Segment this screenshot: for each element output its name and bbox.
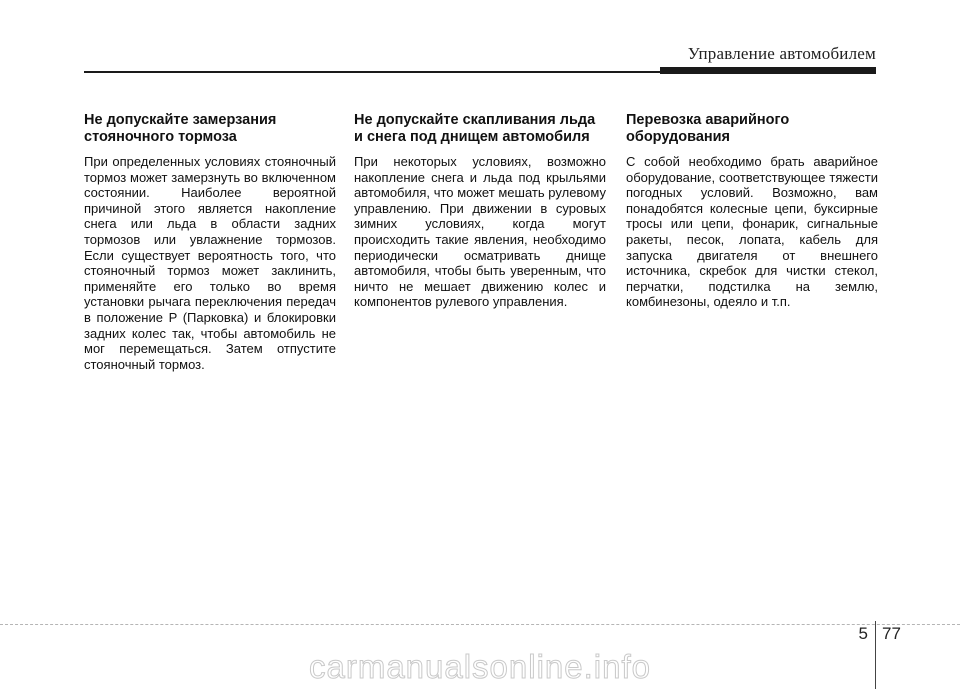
column-body: При определенных условиях стояночный тормоз может замерзнуть во включенном состоянии. Наиболее вероятной причиной этого является накопление снега или льда в области задних тормозов или увлажнение тормозов. Если существует вероятность того, что стояночный тормоз может заклинить, применяйте его только во время установки рычага переключения передач в положение P (Парковка) и блокировки задних колес так, чтобы автомобиль не мог перемещаться. Затем отпустите стояночный тормоз. <box>84 154 336 372</box>
column-body: При некоторых условиях, возможно накопление снега и льда под крыльями автомобиля, что может мешать рулевому управлению. При движении в суровых зимних условиях, когда могут происходить такие явления, необходимо периодически осматривать днище автомобиля, чтобы быть уверенным, что ничто не мешает движению колес и компонентов рулевого управления. <box>354 154 606 310</box>
column-body: С собой необходимо брать аварийное оборудование, соответствующее тяжести погодных условий. Возможно, вам понадобятся колесные цепи, буксирные тросы или цепи, фонарик, сигнальные ракеты, песок, лопата, кабель для запуска двигателя от внешнего источника, скребок для чистки стекол, перчатки, подстилка на землю, комбинезоны, одеяло и т.п. <box>626 154 878 310</box>
chapter-number: 5 <box>858 624 868 643</box>
column-emergency-equipment <box>626 112 878 310</box>
page-number: 77 <box>882 624 901 643</box>
column-heading: Не допускайте скапливания льда и снега под днищем автомобиля <box>354 112 596 145</box>
column-ice-snow <box>354 112 606 310</box>
header-rule <box>84 71 660 73</box>
column-heading: Не допускайте замерзания стояночного тормоза <box>84 112 277 145</box>
header-rule-accent <box>660 67 876 74</box>
section-title: Управление автомобилем <box>687 44 876 63</box>
footer-divider <box>0 624 960 625</box>
column-heading: Перевозка аварийного оборудования <box>626 112 790 145</box>
watermark-text: carmanualsonline.info <box>308 648 652 685</box>
column-parking-brake <box>84 112 336 372</box>
